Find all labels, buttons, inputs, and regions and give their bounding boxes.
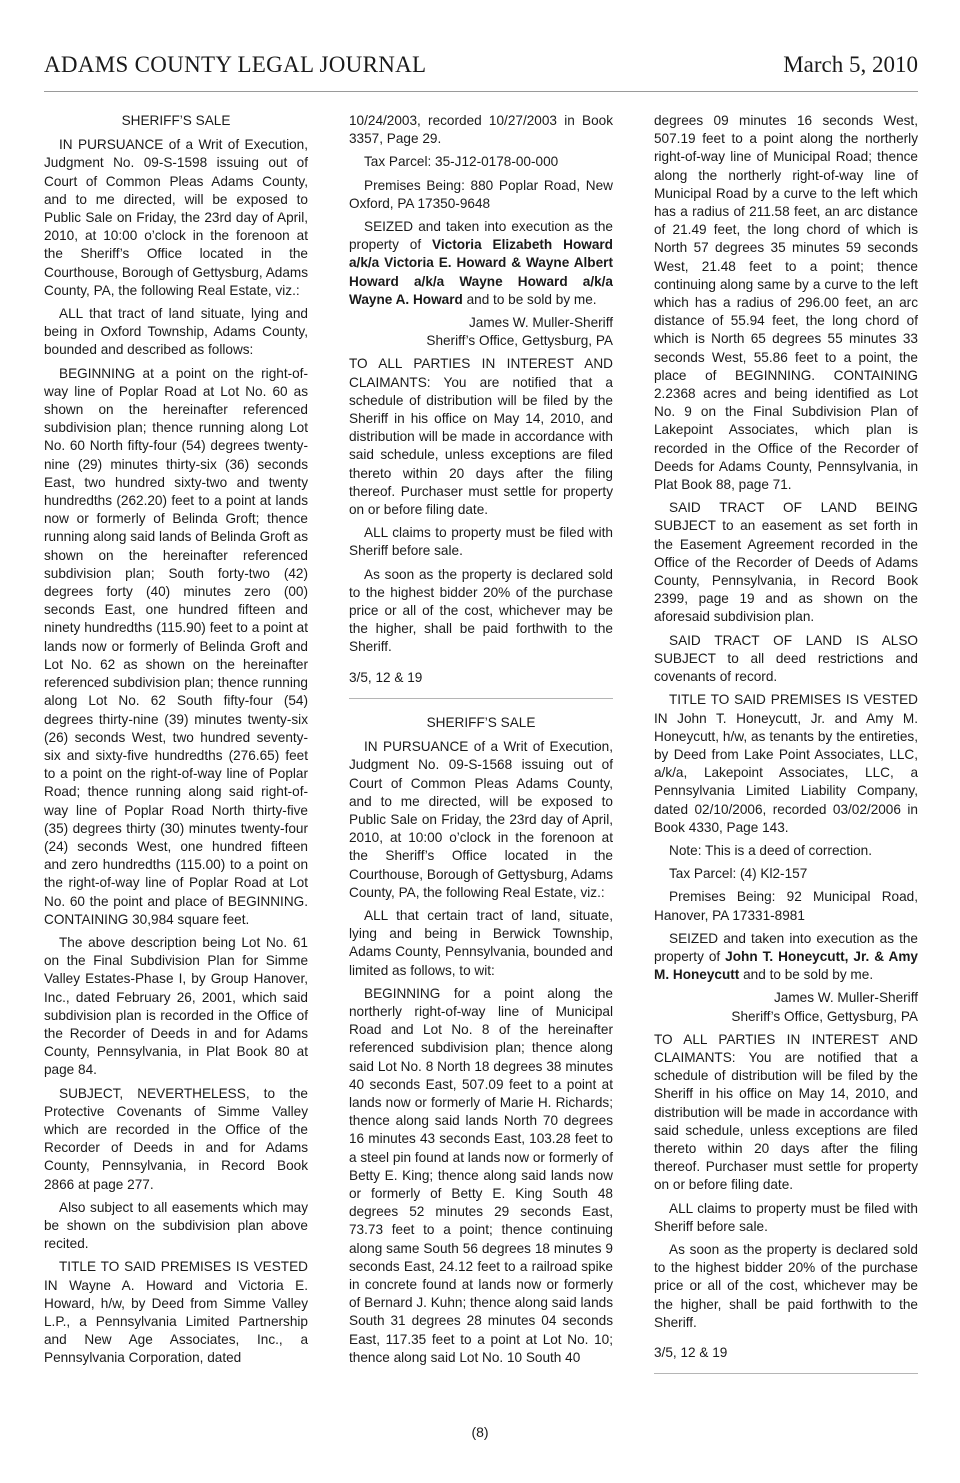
notice-2-heading: SHERIFF’S SALE (426, 714, 536, 730)
notice-1-seized (349, 218, 613, 309)
notice-2-tax-parcel: Tax Parcel: (4) Kl2-157 (669, 866, 808, 882)
notice-1-pursuance: IN PURSUANCE of a Writ of Execution, Judgment No. 09-S-1598 issuing out of Court of Common Pleas Adams County, and to me directed, will be exposed to Public Sale on Friday, the 23rd day of April, 2010, at 10:00 o’clock in the forenoon at the Sheriff’s Office located in the Courthouse, Borough of Gettysburg, Adams County, PA, the following Real Estate, viz.: (44, 137, 308, 298)
column-2 (349, 112, 613, 1372)
notice-1-subject: SUBJECT, NEVERTHELESS, to the Protective Covenants of Simme Valley which are recorded in the Office of the Recorder of Deeds in and for Adams County, Pennsylvania, in Record Book 2866 at page 277. (44, 1085, 308, 1192)
notice-1-seized-pre: SEIZED and taken into execution as the property of (349, 219, 613, 253)
journal-title: ADAMS COUNTY LEGAL JOURNAL (44, 52, 427, 77)
notice-1-signature-name: James W. Muller-Sheriff (468, 315, 613, 331)
notice-1-declared: As soon as the property is declared sold to the highest bidder 20% of the purchase price or all of the cost, whichever may be the higher, shall be paid forthwith to the Sheriff. (349, 566, 613, 655)
notice-2-signature-name: James W. Muller-Sheriff (773, 990, 918, 1006)
notice-2-beginning-continued: degrees 09 minutes 16 seconds West, 507.19 feet to a point along the northerly right-of-way line of Municipal Road; thence along the northerly right-of-way line of Municipal Road by a curve to the left which has a radius of 211.58 feet, an arc distance of 21.49 feet, the long chord of which is North 57 degrees 35 minutes 59 seconds West, 21.48 feet to a point; thence continuing along same by a curve to the left which has a radius of 296.00 feet, an arc distance of 55.94 feet, the long chord of which is North 65 degrees 55 minutes 33 seconds West, 55.86 feet to a point, the place of BEGINNING. CONTAINING 2.2368 acres and being identified as Lot No. 9 on the Final Subdivision Plan of Lakepoint Associates, which plan is recorded in the Office of the Recorder of Deeds for Adams County, Pennsylvania, in Plat Book 88, page 71. (654, 113, 918, 493)
notice-end-divider (654, 1373, 918, 1374)
notice-1-title: TITLE TO SAID PREMISES IS VESTED IN Wayne A. Howard and Victoria E. Howard, h/w, by Deed from Simme Valley L.P., a Pennsylvania Limited Partnership and New Age Associates, Inc., a Pennsylvania Corporation, dated (44, 1259, 308, 1366)
notice-2-seized-owner: John T. Honeycutt, Jr. & Amy M. Honeycutt (654, 948, 918, 983)
notice-2-title: TITLE TO SAID PREMISES IS VESTED IN John T. Honeycutt, Jr. and Amy M. Honeycutt, h/w, as tenants by the entireties, by Deed from Lake Point Associates, LLC, a/k/a, Lakepoint Associates, LLC, a Pennsylvania Limited Liability Company, dated 02/10/2006, recorded 03/02/2006 in Book 4330, Page 143. (654, 692, 918, 835)
notice-2-tract: ALL that certain tract of land, situate, lying and being in Berwick Township, Adams County, Pennsylvania, bounded and limited as follows, to wit: (349, 907, 613, 978)
masthead (44, 52, 918, 84)
notice-2-premises: Premises Being: 92 Municipal Road, Hanover, PA 17331-8981 (654, 889, 918, 923)
page-number: (8) (471, 1424, 489, 1440)
notice-1-parties: TO ALL PARTIES IN INTEREST AND CLAIMANTS: You are notified that a schedule of distribution will be filed by the Sheriff in his office on May 14, 2010, and distribution will be made in accordance with said schedule, unless exceptions are filed thereto within 20 days after the filing thereof. Purchaser must settle for property on or before filing date. (349, 356, 613, 518)
notice-2-claims: ALL claims to property must be filed with Sheriff before sale. (654, 1200, 918, 1234)
notice-1-tract: ALL that tract of land situate, lying and being in Oxford Township, Adams County, bounded and described as follows: (44, 306, 308, 358)
notice-1-claims: ALL claims to property must be filed with Sheriff before sale. (349, 525, 613, 559)
header-rule (44, 91, 918, 92)
column-1 (44, 112, 308, 1373)
notice-divider (349, 698, 613, 699)
notice-2-seized-pre: SEIZED and taken into execution as the property of (654, 930, 918, 964)
notice-1-signature-office: Sheriff’s Office, Gettysburg, PA (426, 333, 613, 349)
notice-1-seized-owner: Victoria Elizabeth Howard a/k/a Victoria E. Howard & Wayne Albert Howard a/k/a Wayne Howard a/k/a Wayne A. Howard (349, 237, 613, 307)
column-3 (654, 112, 918, 1389)
notice-2-pursuance: IN PURSUANCE of a Writ of Execution, Judgment No. 09-S-1568 issuing out of Court of Common Pleas Adams County, and to me directed, will be exposed to Public Sale on Friday, the 23rd day of April, 2010, at 10:00 o’clock in the forenoon at the Sheriff’s Office located in the Courthouse, Borough of Gettysburg, Adams County, PA, the following Real Estate, viz.: (349, 739, 613, 900)
notice-1-tax-parcel: Tax Parcel: 35-J12-0178-00-000 (364, 154, 559, 170)
notice-1-premises: Premises Being: 880 Poplar Road, New Oxford, PA 17350-9648 (349, 177, 613, 211)
notice-1-seized-post: and to be sold by me. (462, 291, 597, 307)
notice-1-lot-description: The above description being Lot No. 61 on the Final Subdivision Plan for Simme Valley Estates-Phase I, by Group Hanover, Inc., dated February 26, 2001, which said subdivision plan is recorded in the Office of the Recorder of Deeds in and for Adams County, Pennsylvania, in Plat Book 80 at page 84. (44, 934, 308, 1078)
notice-2-easement: SAID TRACT OF LAND BEING SUBJECT to an easement as set forth in the Easement Agreement recorded in the Office of the Recorder of Deeds of Adams County, Pennsylvania, in Record Book 2399, page 19 and as shown on the aforesaid subdivision plan. (654, 500, 918, 625)
notice-1-title-continued: 10/24/2003, recorded 10/27/2003 in Book 3357, Page 29. (349, 113, 613, 147)
notice-2-seized (654, 930, 918, 985)
notice-2-note: Note: This is a deed of correction. (669, 842, 873, 858)
notice-2-parties: TO ALL PARTIES IN INTEREST AND CLAIMANTS: You are notified that a schedule of distribution will be filed by the Sheriff in his office on May 14, 2010, and distribution will be made in accordance with said schedule, unless exceptions are filed thereto within 20 days after the filing thereof. Purchaser must settle for property on or before filing date. (654, 1031, 918, 1193)
notice-2-declared: As soon as the property is declared sold to the highest bidder 20% of the purchase price or all of the cost, whichever may be the higher, shall be paid forthwith to the Sheriff. (654, 1241, 918, 1330)
notice-2-seized-post: and to be sold by me. (739, 967, 874, 983)
notice-2-run-dates: 3/5, 12 & 19 (654, 1345, 728, 1360)
notice-2-restrictions: SAID TRACT OF LAND IS ALSO SUBJECT to all deed restrictions and covenants of record. (654, 632, 918, 685)
notice-1-beginning: BEGINNING at a point on the right-of-way line of Poplar Road at Lot No. 60 as shown on the hereinafter referenced subdivision plan; thence running along Lot No. 60 North fifty-four (54) degrees twenty-nine (29) minutes thirty-six (36) seconds East, two hundred sixty-two and twenty hundredths (262.20) feet to a point at lands now or formerly of Belinda Groft; thence running along said lands of Belinda Groft as shown on the hereinafter referenced subdivision plan; South forty-two (42) degrees forty (40) minutes zero (00) seconds East, one hundred fifteen and ninety hundredths (115.90) feet to a point at lands now or formerly of Belinda Groft and Lot No. 62 as shown on the hereinafter referenced subdivision plan; thence running along Lot No. 62 South fifty-four (54) degrees thirty-nine (39) minutes twenty-six (26) seconds West, two hundred seventy-six and sixty-five hundredths (276.65) feet to a point on the right-of-way line of Poplar Road; thence running along said right-of-way line of Poplar Road North thirty-five (35) degrees thirty (30) minutes twenty-four (24) seconds West, one hundred fifteen and zero hundredths (115.00) to a point on the right-of-way line of Poplar Road at Lot No. 60 the point and place of BEGINNING. CONTAINING 30,984 square feet. (44, 365, 308, 927)
notice-1-heading: SHERIFF’S SALE (121, 113, 231, 128)
notice-2-beginning: BEGINNING for a point along the northerly right-of-way line of Municipal Road and Lot No. 8 of the hereinafter referenced subdivision plan; thence along said Lot No. 8 North 18 degrees 38 minutes 40 seconds East, 507.09 feet to a point at lands now or formerly of Marie H. Richards; thence along said lands North 70 degrees 16 minutes 43 seconds East, 103.28 feet to a steel pin found at lands now or formerly of Betty E. King; thence along said lands now or formerly of Betty E. King South 48 degrees 52 minutes 29 seconds East, 73.73 feet to a point; thence continuing along same South 56 degrees 18 minutes 9 seconds East, 24.12 feet to a railroad spike in concrete found at lands now or formerly of Bernard J. Kuhn; thence along said lands South 31 degrees 28 minutes 04 seconds East, 117.35 feet to a point at Lot No. 10; thence along said Lot No. 10 South 40 (349, 985, 613, 1365)
notice-1-easements: Also subject to all easements which may be shown on the subdivision plan above recited. (44, 1199, 308, 1252)
notice-1-run-dates: 3/5, 12 & 19 (349, 669, 423, 685)
issue-date: March 5, 2010 (783, 52, 918, 77)
notice-2-signature-office: Sheriff’s Office, Gettysburg, PA (731, 1008, 918, 1024)
